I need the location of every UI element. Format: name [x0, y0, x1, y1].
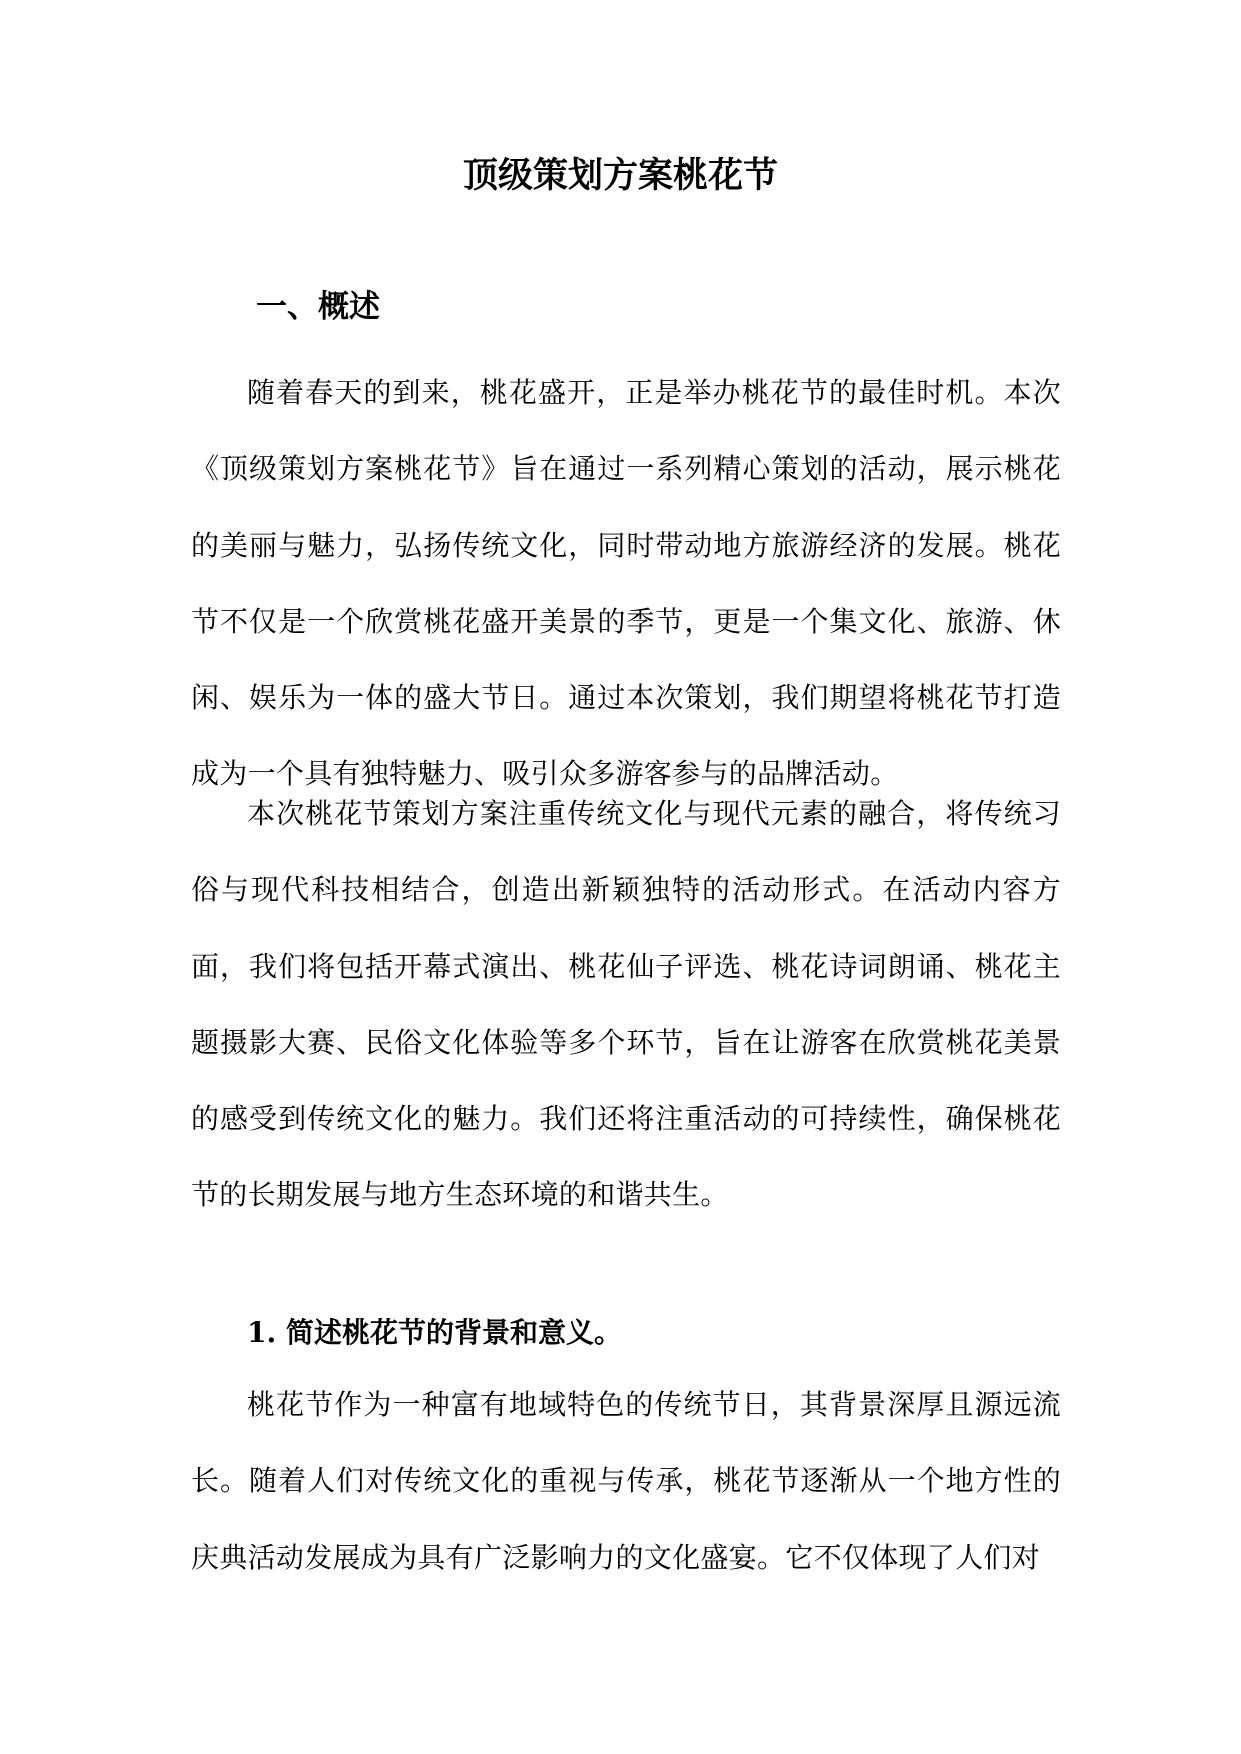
paragraph-overview-1: 随着春天的到来，桃花盛开，正是举办桃花节的最佳时机。本次《顶级策划方案桃花节》旨在通过一系列精心策划的活动，展示桃花的美丽与魅力，弘扬传统文化，同时带动地方旅游经济的发展。桃花节不仅是一个欣赏桃花盛开美景的季节，更是一个集文化、旅游、休闲、娱乐为一体的盛大节日。通过本次策划，我们期望将桃花节打造成为一个具有独特魅力、吸引众多游客参与的品牌活动。 [191, 376, 1061, 791]
paragraph-background: 桃花节作为一种富有地域特色的传统节日，其背景深厚且源远流长。随着人们对传统文化的重视与传承，桃花节逐渐从一个地方性的庆典活动发展成为具有广泛影响力的文化盛宴。它不仅体现了人们对 [191, 1388, 1061, 1574]
subheading-background-significance: 1. 简述桃花节的背景和意义。 [247, 1316, 622, 1349]
paragraph-overview-2: 本次桃花节策划方案注重传统文化与现代元素的融合，将传统习俗与现代科技相结合，创造出新颖独特的活动形式。在活动内容方面，我们将包括开幕式演出、桃花仙子评选、桃花诗词朗诵、桃花主题摄影大赛、民俗文化体验等多个环节，旨在让游客在欣赏桃花美景的感受到传统文化的魅力。我们还将注重活动的可持续性，确保桃花节的长期发展与地方生态环境的和谐共生。 [191, 797, 1061, 1212]
document-title: 顶级策划方案桃花节 [462, 155, 778, 196]
section-heading-overview: 一、概述 [256, 289, 380, 325]
